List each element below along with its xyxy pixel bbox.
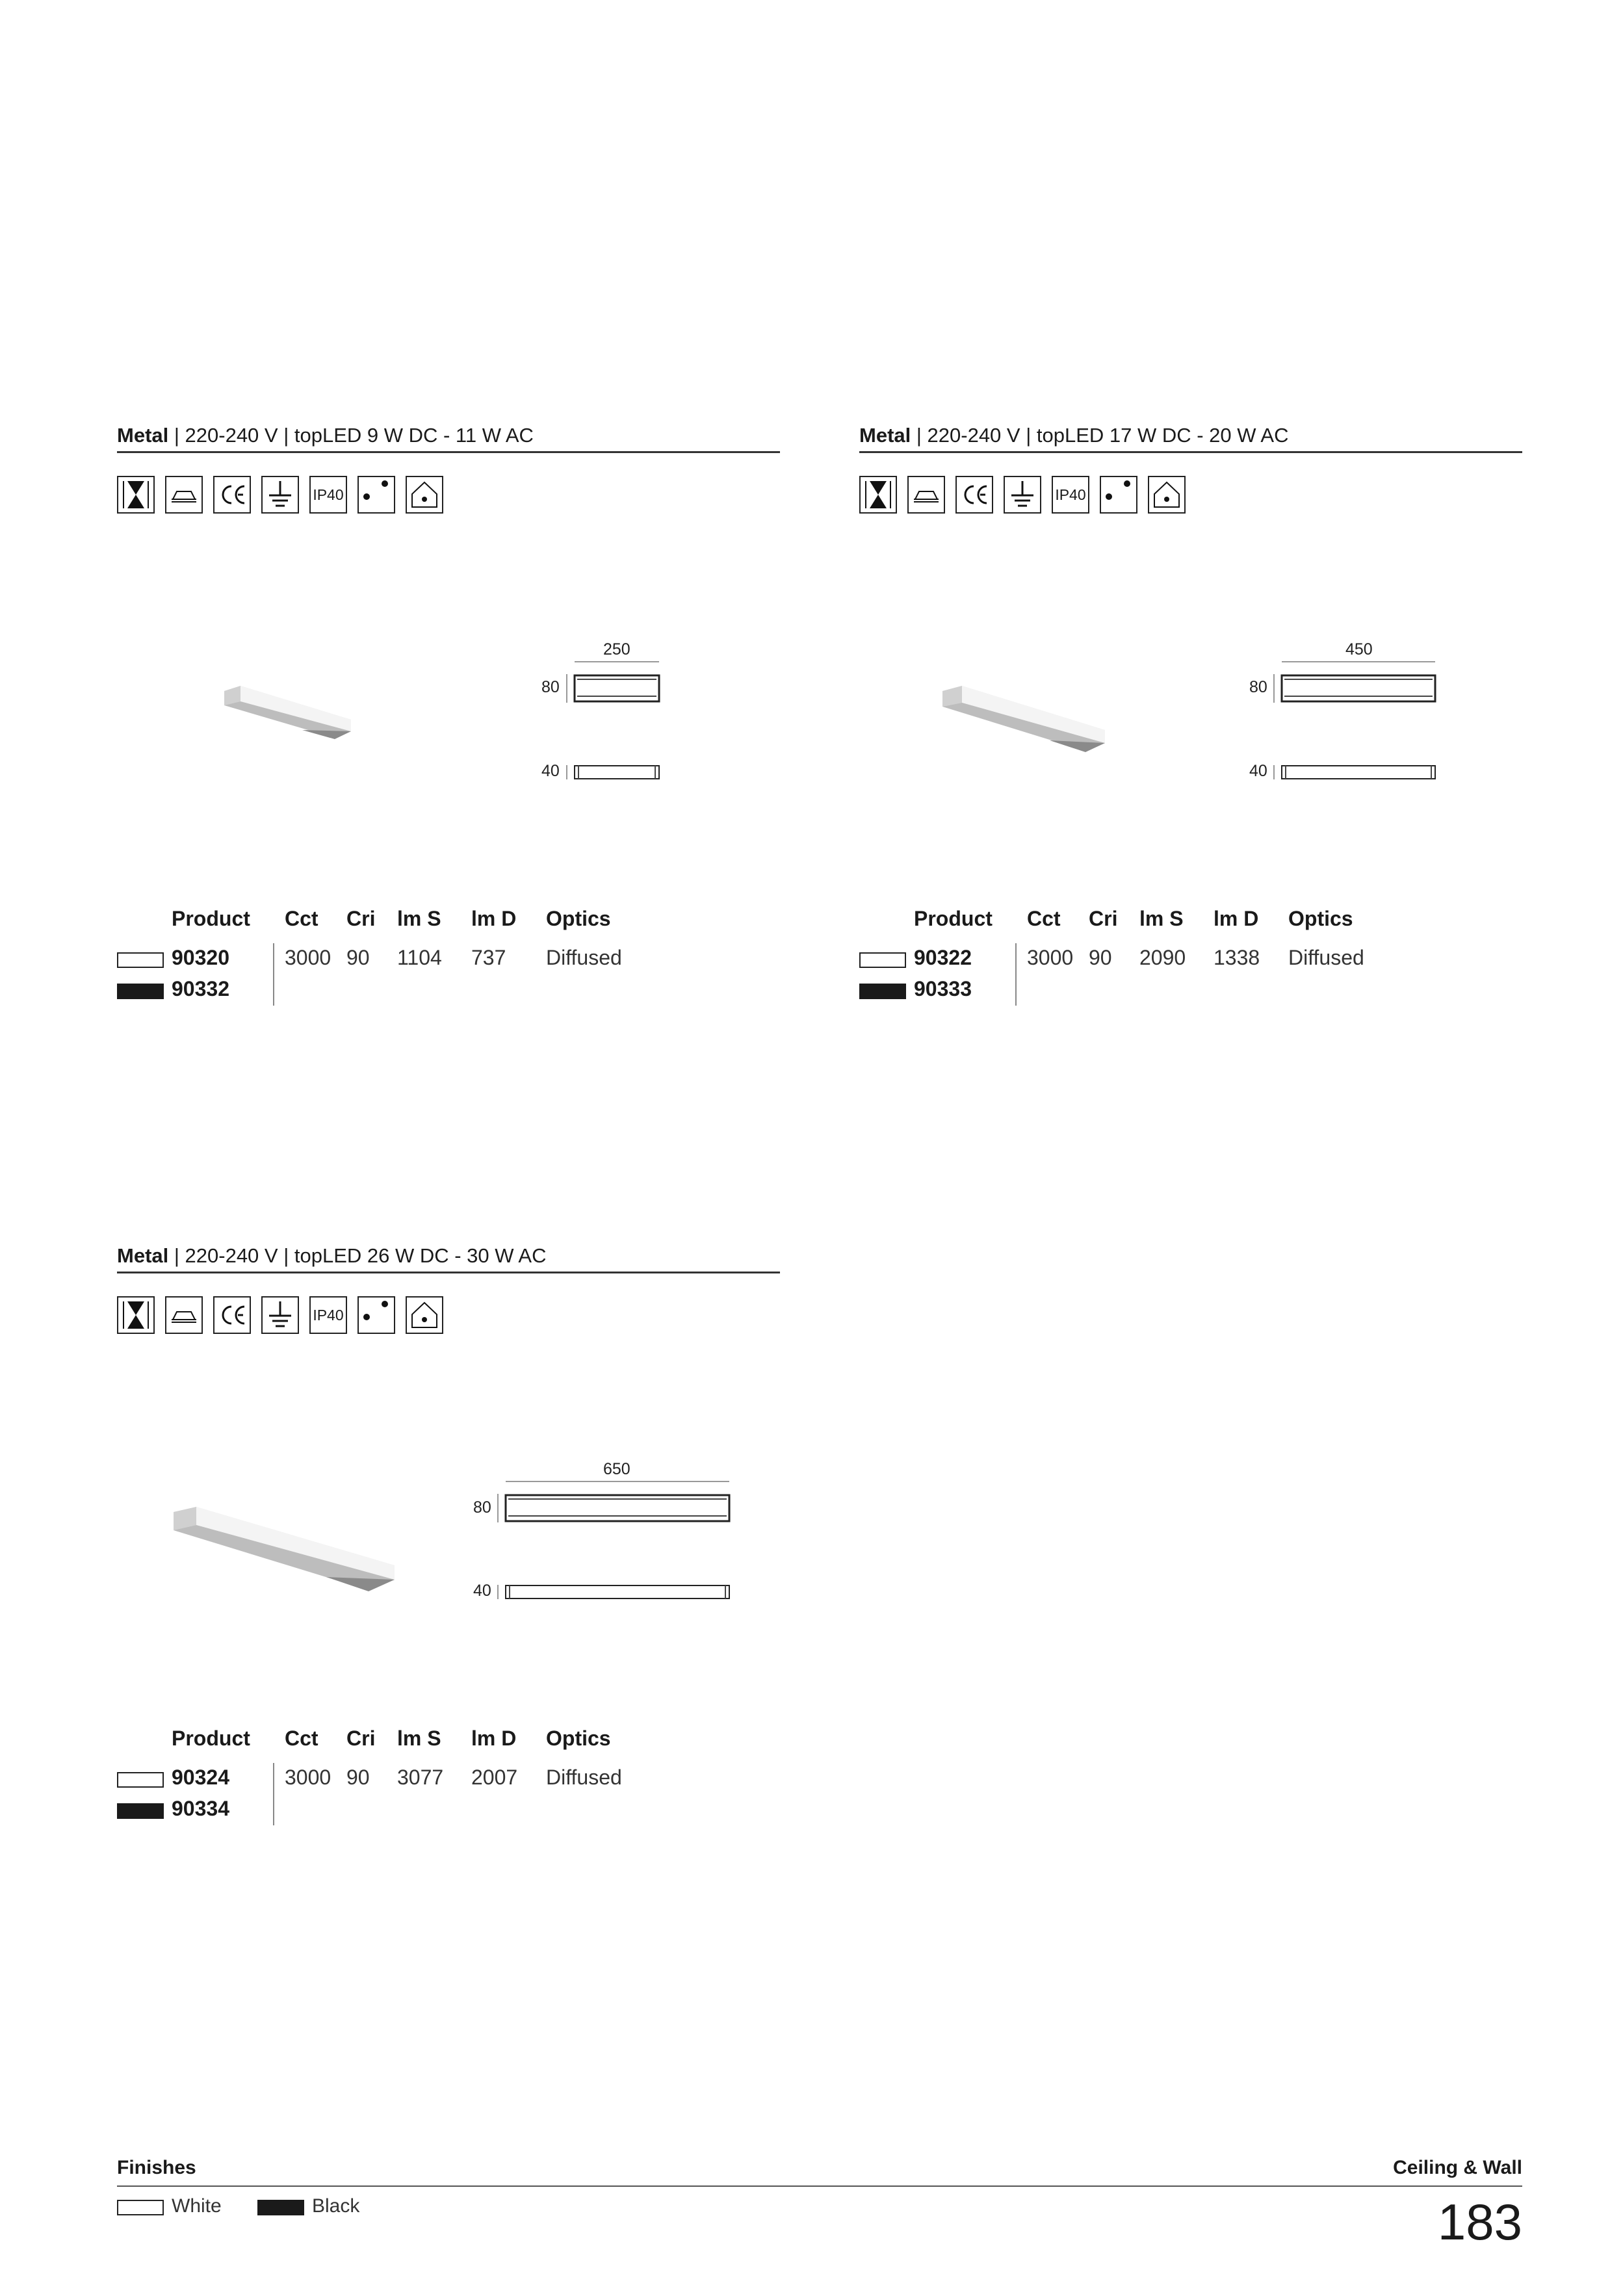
lm-d-value: 2007 xyxy=(471,1766,518,1789)
length-dimension: 450 xyxy=(1345,640,1373,659)
product-table-3 xyxy=(117,1727,780,1831)
col-header-lm-s: lm S xyxy=(397,907,441,930)
length-dimension: 650 xyxy=(603,1460,630,1478)
table-divider xyxy=(273,1763,274,1825)
ce-mark-icon xyxy=(213,1296,251,1334)
indoor-use-icon xyxy=(406,1296,443,1334)
lm-s-value: 1104 xyxy=(397,946,442,969)
lamp-image xyxy=(221,679,354,748)
optics-value: Diffused xyxy=(546,946,622,969)
black-finish-swatch xyxy=(117,1803,164,1819)
product-code: 90322 xyxy=(914,946,972,969)
col-header-lm-d: lm D xyxy=(1214,907,1259,930)
product-code: 90333 xyxy=(914,977,972,1000)
product-code: 90332 xyxy=(172,977,229,1000)
col-header-product: Product xyxy=(172,1727,250,1750)
product-code: 90334 xyxy=(172,1797,229,1820)
height-dimension: 80 xyxy=(473,1498,491,1517)
ce-mark-icon xyxy=(213,476,251,514)
optics-value: Diffused xyxy=(1288,946,1364,969)
min-distance-icon xyxy=(1100,476,1137,514)
product-table-1 xyxy=(117,907,780,1011)
ip40-icon: IP40 xyxy=(309,1296,347,1334)
dimmable-icon xyxy=(117,476,155,514)
earth-ground-icon xyxy=(261,1296,299,1334)
cri-value: 90 xyxy=(346,946,370,969)
cct-value: 3000 xyxy=(285,1766,331,1789)
earth-ground-icon xyxy=(261,476,299,514)
cct-value: 3000 xyxy=(1027,946,1074,969)
black-finish-label: Black xyxy=(312,2195,360,2217)
ceiling-mount-icon xyxy=(907,476,945,514)
ceiling-mount-icon xyxy=(165,476,203,514)
min-distance-icon xyxy=(357,1296,395,1334)
category-label: Ceiling & Wall xyxy=(1393,2157,1522,2178)
col-header-lm-s: lm S xyxy=(1139,907,1184,930)
ip40-icon: IP40 xyxy=(309,476,347,514)
top-view-drawing xyxy=(565,764,663,781)
footer-rule xyxy=(117,2185,1522,2187)
lm-s-value: 3077 xyxy=(397,1766,444,1789)
earth-ground-icon xyxy=(1004,476,1041,514)
front-view-drawing xyxy=(497,1493,733,1524)
length-dimension-line xyxy=(506,1481,729,1482)
dimmable-icon xyxy=(859,476,897,514)
depth-dimension: 40 xyxy=(473,1582,491,1600)
front-view-drawing xyxy=(1273,673,1439,704)
top-view-drawing xyxy=(497,1584,733,1600)
table-divider xyxy=(1015,943,1017,1006)
ip40-icon: IP40 xyxy=(1052,476,1089,514)
page-number: 183 xyxy=(1437,2193,1522,2250)
col-header-product: Product xyxy=(914,907,993,930)
min-distance-icon xyxy=(357,476,395,514)
depth-dimension: 40 xyxy=(541,762,560,780)
white-finish-swatch xyxy=(117,952,164,968)
col-header-lm-d: lm D xyxy=(471,907,517,930)
height-dimension: 80 xyxy=(541,678,560,696)
product-code: 90320 xyxy=(172,946,229,969)
white-finish-swatch xyxy=(117,1772,164,1788)
black-finish-swatch xyxy=(859,984,906,999)
lm-d-value: 1338 xyxy=(1214,946,1260,969)
col-header-cct: Cct xyxy=(1027,907,1061,930)
col-header-cri: Cri xyxy=(1089,907,1118,930)
col-header-cct: Cct xyxy=(285,1727,318,1750)
cct-value: 3000 xyxy=(285,946,331,969)
lamp-image xyxy=(939,679,1108,761)
col-header-lm-s: lm S xyxy=(397,1727,441,1750)
optics-value: Diffused xyxy=(546,1766,622,1789)
length-dimension: 250 xyxy=(603,640,630,659)
white-finish-label: White xyxy=(172,2195,222,2217)
col-header-product: Product xyxy=(172,907,250,930)
white-finish-swatch xyxy=(117,2200,164,2215)
depth-dimension: 40 xyxy=(1249,762,1267,780)
cri-value: 90 xyxy=(1089,946,1112,969)
product-code: 90324 xyxy=(172,1766,229,1789)
table-divider xyxy=(273,943,274,1006)
finishes-label: Finishes xyxy=(117,2157,196,2178)
lamp-image xyxy=(170,1500,399,1598)
black-finish-swatch xyxy=(117,984,164,999)
section-title: Metal | 220-240 V | topLED 9 W DC - 11 W AC xyxy=(117,423,780,453)
ce-mark-icon xyxy=(955,476,993,514)
col-header-cct: Cct xyxy=(285,907,318,930)
col-header-lm-d: lm D xyxy=(471,1727,517,1750)
lm-d-value: 737 xyxy=(471,946,506,969)
product-table-2 xyxy=(859,907,1522,1011)
section-title: Metal | 220-240 V | topLED 17 W DC - 20 W AC xyxy=(859,423,1522,453)
indoor-use-icon xyxy=(406,476,443,514)
indoor-use-icon xyxy=(1148,476,1186,514)
lm-s-value: 2090 xyxy=(1139,946,1186,969)
cri-value: 90 xyxy=(346,1766,370,1789)
length-dimension-line xyxy=(1282,661,1435,662)
black-finish-swatch xyxy=(257,2200,304,2215)
white-finish-swatch xyxy=(859,952,906,968)
col-header-optics: Optics xyxy=(546,1727,611,1750)
col-header-cri: Cri xyxy=(346,1727,376,1750)
top-view-drawing xyxy=(1273,764,1439,781)
dimmable-icon xyxy=(117,1296,155,1334)
height-dimension: 80 xyxy=(1249,678,1267,696)
col-header-optics: Optics xyxy=(546,907,611,930)
section-title: Metal | 220-240 V | topLED 26 W DC - 30 W AC xyxy=(117,1243,780,1273)
col-header-cri: Cri xyxy=(346,907,376,930)
length-dimension-line xyxy=(575,661,659,662)
front-view-drawing xyxy=(565,673,663,704)
ceiling-mount-icon xyxy=(165,1296,203,1334)
col-header-optics: Optics xyxy=(1288,907,1353,930)
